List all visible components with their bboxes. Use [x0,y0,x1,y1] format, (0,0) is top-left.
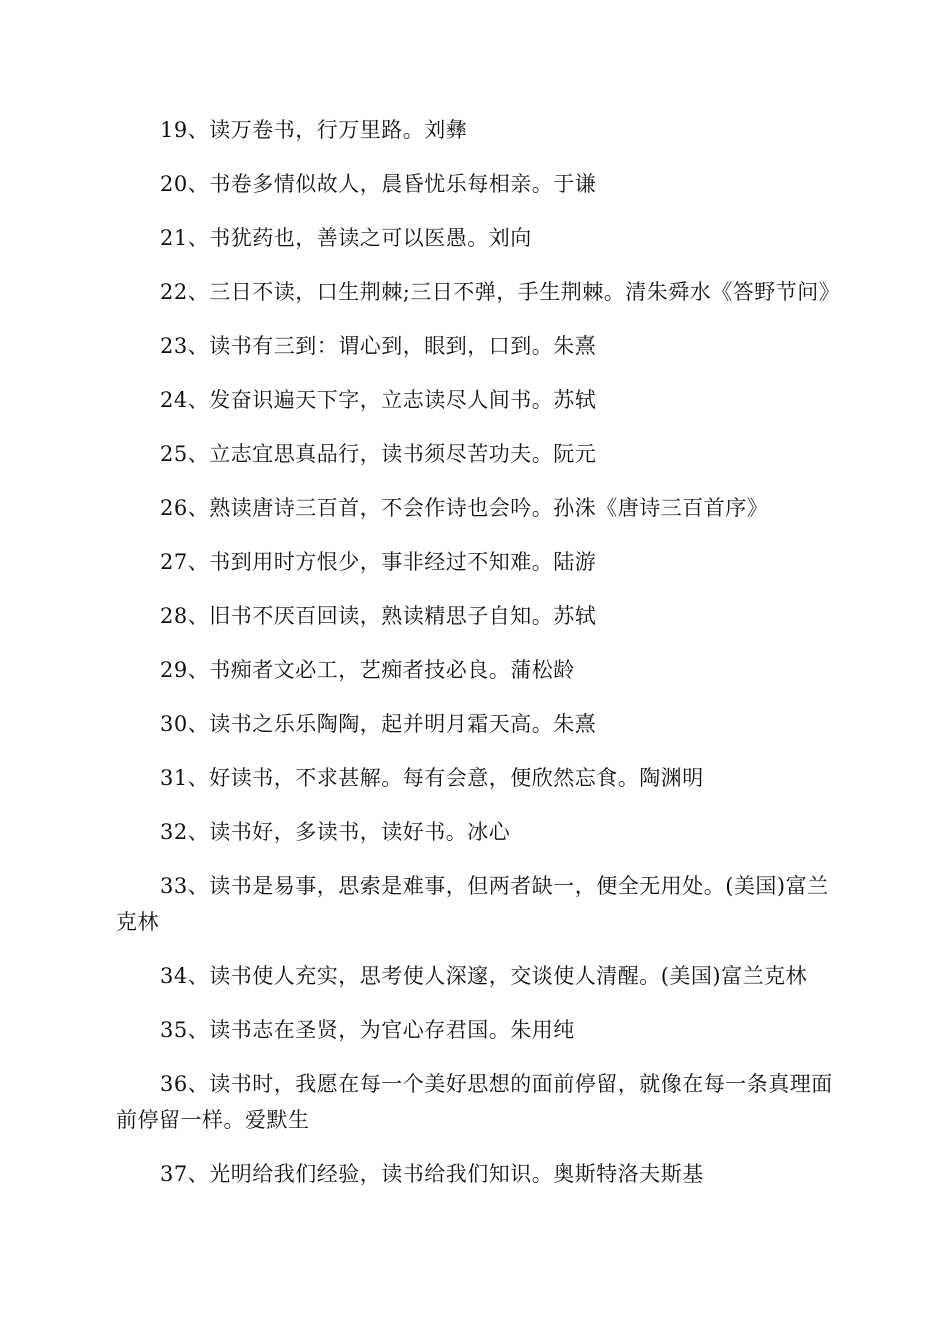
quote-22: 22、三日不读，口生荆棘;三日不弹，手生荆棘。清朱舜水《答野节问》 [160,280,841,304]
quote-24: 24、发奋识遍天下字，立志读尽人间书。苏轼 [160,388,597,412]
quote-20: 20、书卷多情似故人，晨昏忧乐每相亲。于谦 [160,172,597,196]
quote-21: 21、书犹药也，善读之可以医愚。刘向 [160,226,532,250]
quote-25: 25、立志宜思真品行，读书须尽苦功夫。阮元 [160,442,597,466]
quote-32: 32、读书好，多读书，读好书。冰心 [160,820,511,844]
quote-37: 37、光明给我们经验，读书给我们知识。奥斯特洛夫斯基 [160,1162,704,1186]
quote-28: 28、旧书不厌百回读，熟读精思子自知。苏轼 [160,604,597,628]
quote-27: 27、书到用时方恨少，事非经过不知难。陆游 [160,550,597,574]
quote-34: 34、读书使人充实，思考使人深邃，交谈使人清醒。(美国)富兰克林 [160,964,808,988]
quote-31: 31、好读书，不求甚解。每有会意，便欣然忘食。陶渊明 [160,766,704,790]
quote-36: 36、读书时，我愿在每一个美好思想的面前停留，就像在每一条真理面前停留一样。爱默生 [116,1072,833,1132]
quote-33: 33、读书是易事，思索是难事，但两者缺一，便全无用处。(美国)富兰克林 [116,874,829,934]
quote-26: 26、熟读唐诗三百首，不会作诗也会吟。孙洙《唐诗三百首序》 [160,496,769,520]
quote-list [116,112,841,1210]
quote-30: 30、读书之乐乐陶陶，起并明月霜天高。朱熹 [160,712,597,736]
quote-19: 19、读万卷书，行万里路。刘彝 [160,118,468,142]
quote-23: 23、读书有三到：谓心到，眼到，口到。朱熹 [160,334,597,358]
quote-35: 35、读书志在圣贤，为官心存君国。朱用纯 [160,1018,575,1042]
quote-29: 29、书痴者文必工，艺痴者技必良。蒲松龄 [160,658,575,682]
